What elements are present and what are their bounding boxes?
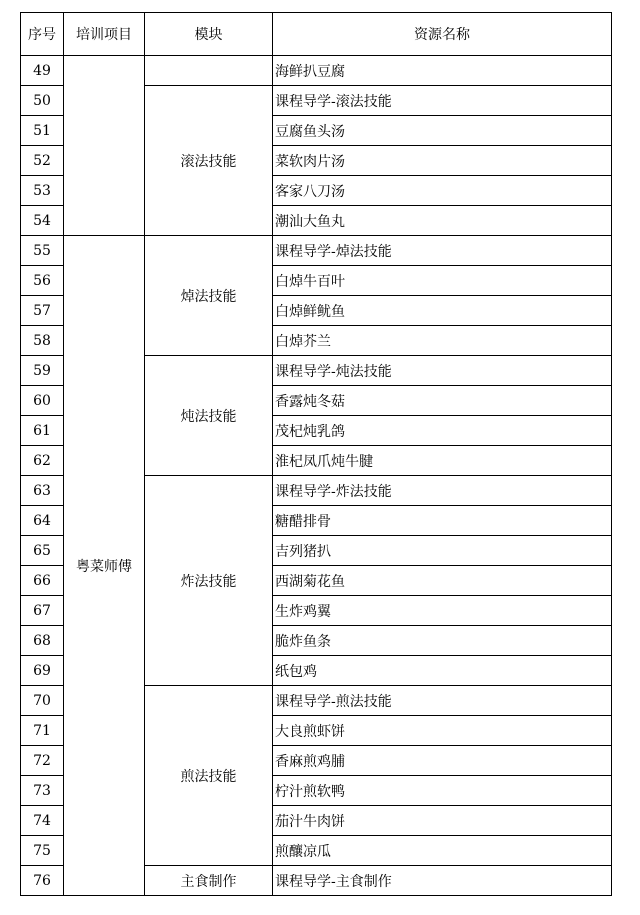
resource-name: 课程导学-炸法技能 [273,476,612,506]
resource-name: 大良煎虾饼 [273,716,612,746]
resource-name: 课程导学-主食制作 [273,866,612,896]
resource-name: 糖醋排骨 [273,506,612,536]
resource-name: 吉列猪扒 [273,536,612,566]
resource-name: 课程导学-焯法技能 [273,236,612,266]
row-number: 58 [21,326,64,356]
header-row [21,13,612,56]
resource-name: 海鲜扒豆腐 [273,56,612,86]
resource-name: 白焯鲜鱿鱼 [273,296,612,326]
row-number: 57 [21,296,64,326]
row-number: 66 [21,566,64,596]
header-project: 培训项目 [64,13,145,56]
row-number: 72 [21,746,64,776]
row-number: 52 [21,146,64,176]
resource-name: 纸包鸡 [273,656,612,686]
project-cell: 粤菜师傅 [64,236,145,896]
header-resource: 资源名称 [273,13,612,56]
row-number: 56 [21,266,64,296]
row-number: 49 [21,56,64,86]
resource-name: 客家八刀汤 [273,176,612,206]
row-number: 65 [21,536,64,566]
resource-name: 课程导学-滚法技能 [273,86,612,116]
resource-name: 生炸鸡翼 [273,596,612,626]
resource-table [20,12,612,896]
module-cell: 焯法技能 [145,236,273,356]
row-number: 50 [21,86,64,116]
resource-name: 白焯芥兰 [273,326,612,356]
row-number: 51 [21,116,64,146]
resource-name: 课程导学-煎法技能 [273,686,612,716]
row-number: 62 [21,446,64,476]
resource-name: 脆炸鱼条 [273,626,612,656]
resource-name: 课程导学-炖法技能 [273,356,612,386]
row-number: 61 [21,416,64,446]
resource-name: 柠汁煎软鸭 [273,776,612,806]
resource-name: 潮汕大鱼丸 [273,206,612,236]
row-number: 73 [21,776,64,806]
resource-name: 菜软肉片汤 [273,146,612,176]
row-number: 76 [21,866,64,896]
row-number: 54 [21,206,64,236]
table-row [21,236,612,266]
resource-name: 西湖菊花鱼 [273,566,612,596]
row-number: 71 [21,716,64,746]
row-number: 64 [21,506,64,536]
module-cell: 滚法技能 [145,86,273,236]
header-module: 模块 [145,13,273,56]
resource-name: 煎釀凉瓜 [273,836,612,866]
row-number: 55 [21,236,64,266]
module-cell: 炸法技能 [145,476,273,686]
row-number: 68 [21,626,64,656]
module-cell [145,56,273,86]
project-cell-empty [64,56,145,236]
row-number: 60 [21,386,64,416]
table-row [21,56,612,86]
row-number: 63 [21,476,64,506]
row-number: 59 [21,356,64,386]
module-cell: 煎法技能 [145,686,273,866]
header-seq: 序号 [21,13,64,56]
row-number: 69 [21,656,64,686]
module-cell: 主食制作 [145,866,273,896]
resource-name: 豆腐鱼头汤 [273,116,612,146]
resource-name: 茂杞炖乳鸽 [273,416,612,446]
row-number: 74 [21,806,64,836]
resource-name: 香麻煎鸡脯 [273,746,612,776]
resource-name: 香露炖冬菇 [273,386,612,416]
resource-name: 茄汁牛肉饼 [273,806,612,836]
row-number: 53 [21,176,64,206]
row-number: 70 [21,686,64,716]
row-number: 75 [21,836,64,866]
module-cell: 炖法技能 [145,356,273,476]
resource-name: 白焯牛百叶 [273,266,612,296]
row-number: 67 [21,596,64,626]
resource-name: 淮杞凤爪炖牛腱 [273,446,612,476]
